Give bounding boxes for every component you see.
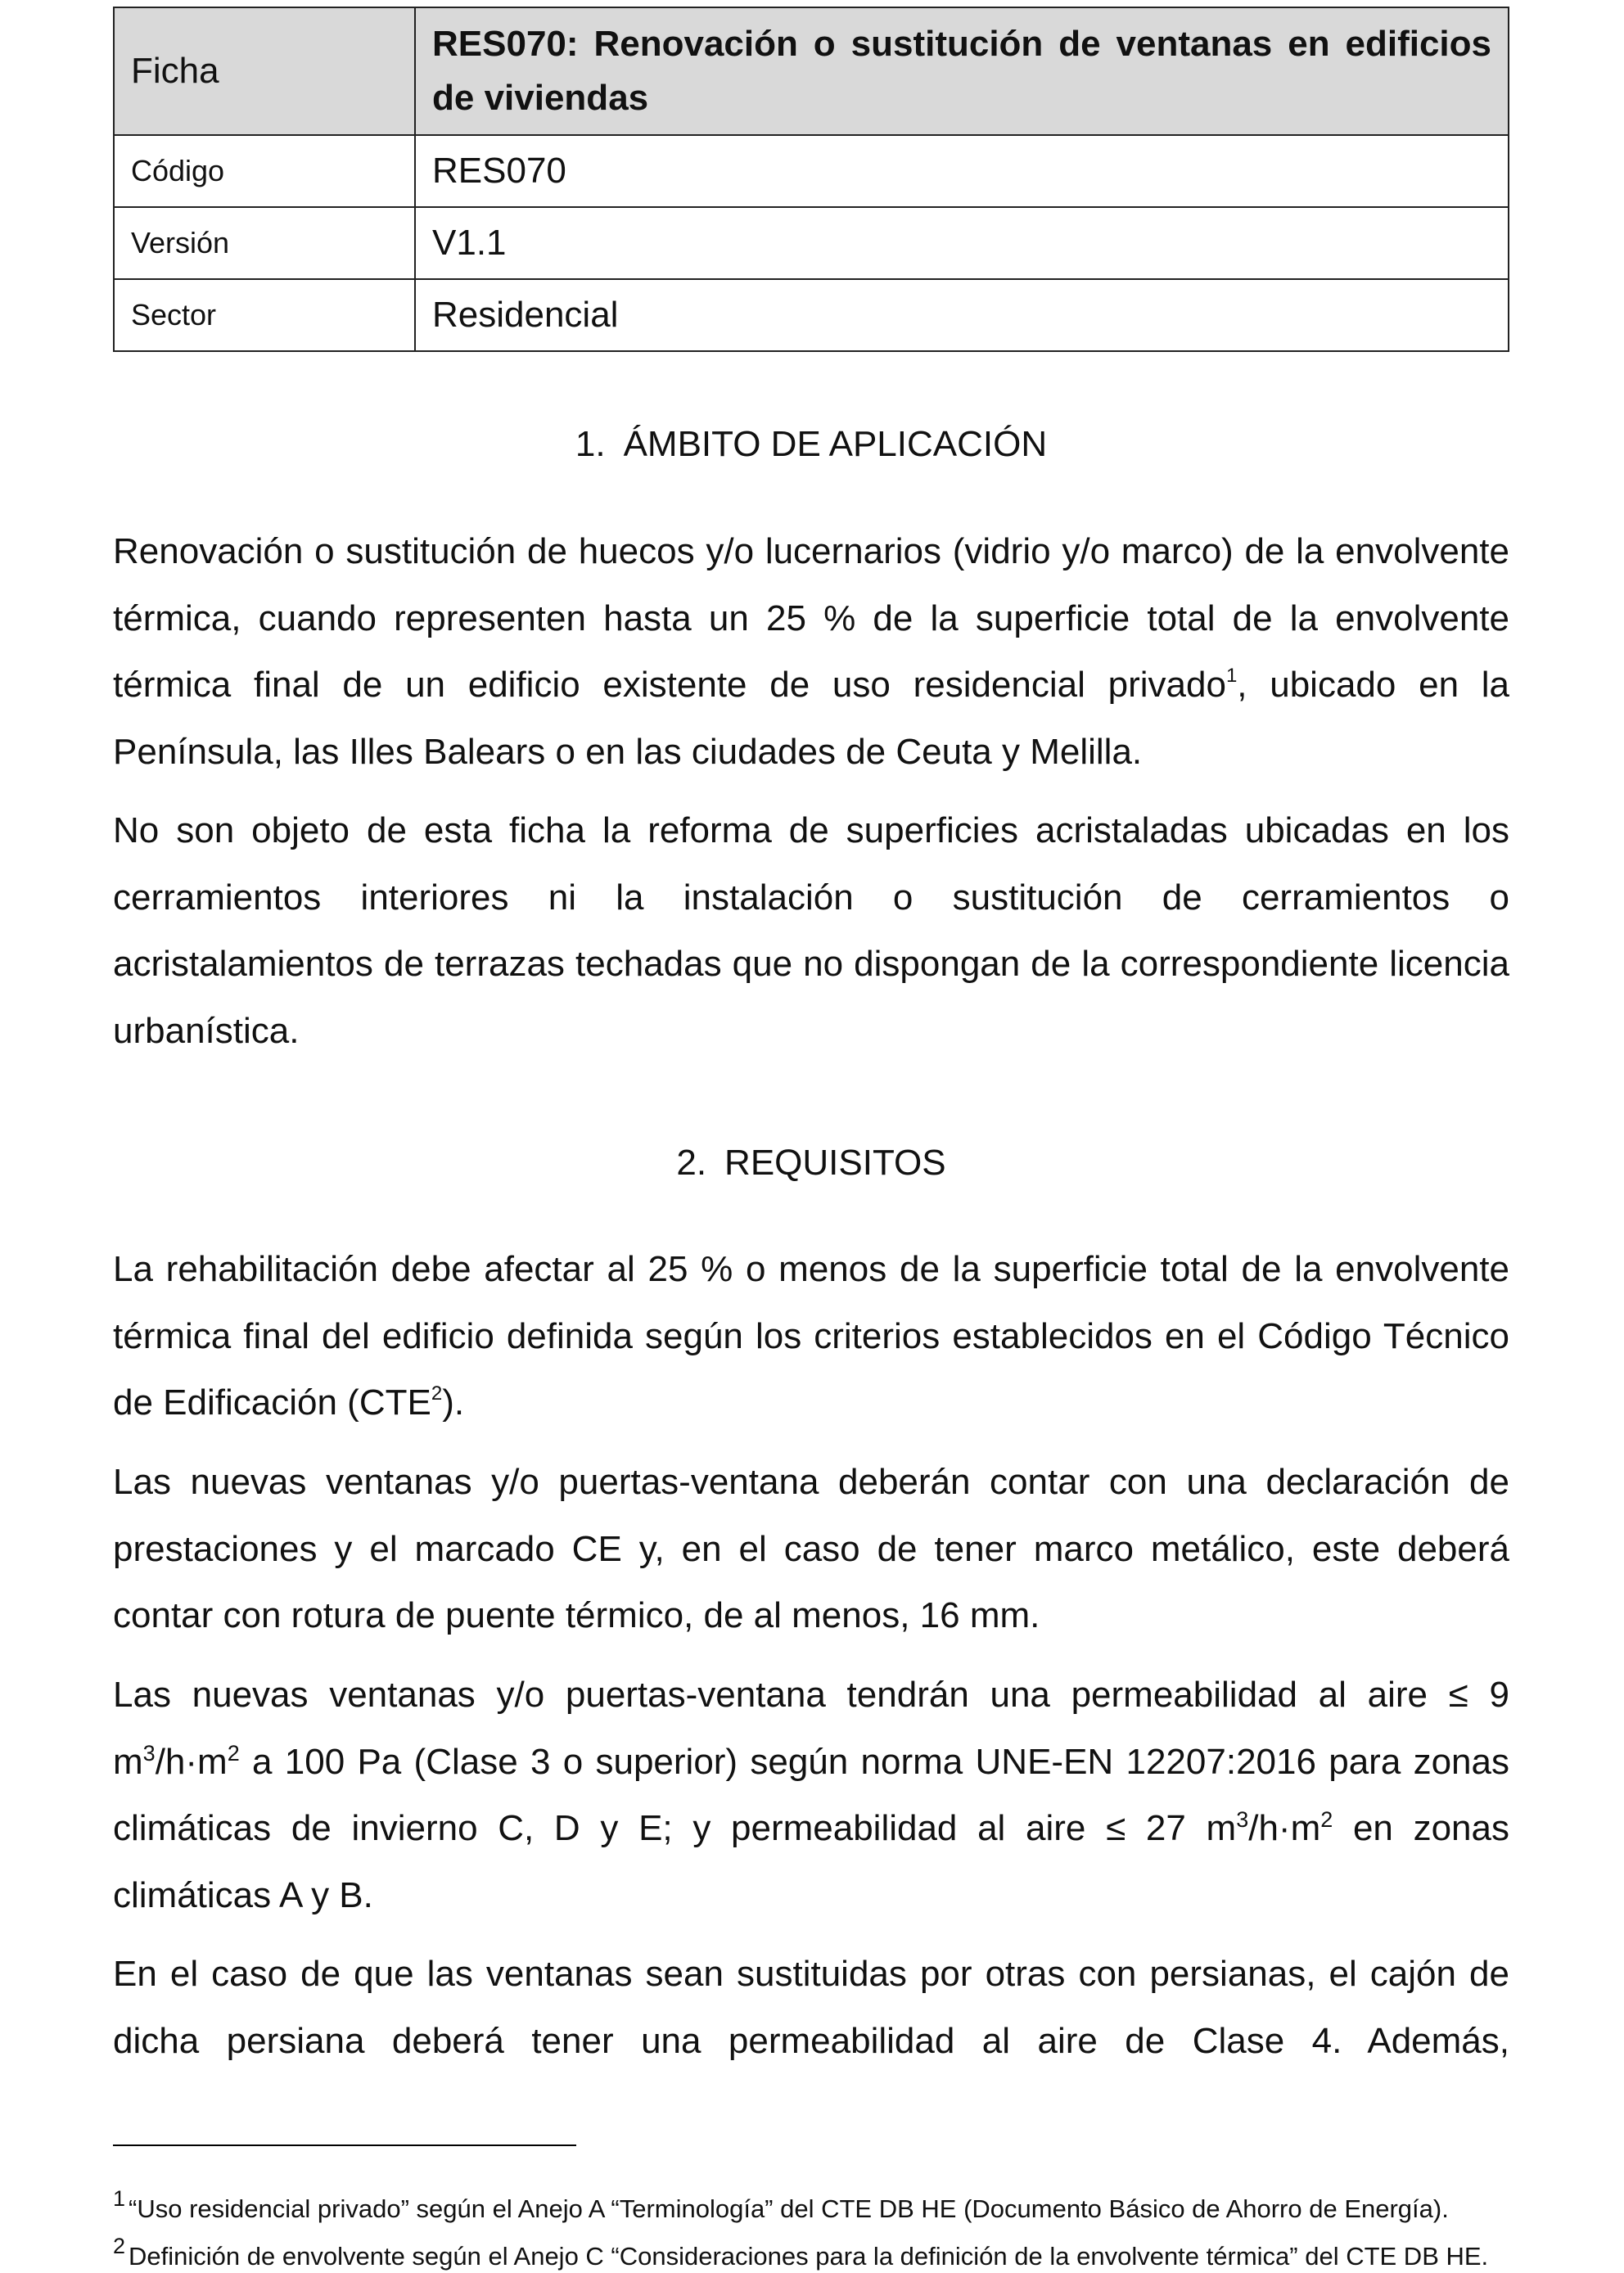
footnote-text: “Uso residencial privado” según el Anejo A “Terminología” del CTE DB HE (Documento Básico de Ahorro de Energía). — [129, 2194, 1449, 2223]
table-row — [114, 135, 1509, 207]
paragraph-text: Las nuevas ventanas y/o puertas-ventana tendrán una permeabilidad al aire ≤ 9 m — [113, 1675, 1509, 1782]
paragraph-text: La rehabilitación debe afectar al 25 % o menos de la superficie total de la envolvente térmica final del edificio definida según los criterios establecidos en el Código Técnico de Edificación (CTE — [113, 1249, 1509, 1423]
section-2-paragraph-3 — [113, 1662, 1509, 1928]
section-2-heading: 2. REQUISITOS — [676, 1143, 946, 1183]
superscript: 2 — [227, 1740, 240, 1766]
footnote-text: Definición de envolvente según el Anejo C “Consideraciones para la definición de la envolvente térmica” del CTE DB HE. — [129, 2242, 1489, 2271]
paragraph-text: /h·m — [155, 1741, 228, 1782]
footnote-divider — [113, 2144, 576, 2146]
section-1-heading: 1. ÁMBITO DE APLICACIÓN — [575, 424, 1048, 464]
ficha-label: Ficha — [114, 7, 415, 135]
section-2-paragraph-1 — [113, 1236, 1509, 1436]
footnote-ref-2: 2 — [431, 1382, 443, 1405]
paragraph-text: a 100 Pa (Clase 3 o superior) según norma UNE-EN 12207:2016 para zonas climáticas de invierno C, D y E; y permeabilidad al aire ≤ 27 m — [113, 1741, 1509, 1848]
footnote-number: 2 — [113, 2234, 126, 2258]
codigo-value: RES070 — [415, 135, 1509, 207]
paragraph-text: en zonas climáticas A y B. — [113, 1808, 1509, 1915]
paragraph-text: Renovación o sustitución de huecos y/o lucernarios (vidrio y/o marco) de la envolvente térmica, cuando representen hasta un 25 % de la superficie total de la envolvente térmica final de un edificio existente de uso residencial privado — [113, 531, 1509, 705]
section-1-paragraph-1 — [113, 518, 1509, 785]
paragraph-text-tail: , ubicado en la Península, las Illes Balears o en las ciudades de Ceuta y Melilla. — [113, 665, 1509, 772]
codigo-label: Código — [114, 135, 415, 207]
superscript: 2 — [1320, 1807, 1333, 1832]
paragraph-text: /h·m — [1248, 1808, 1321, 1848]
table-row — [114, 207, 1509, 279]
paragraph-text-tail: ). — [442, 1382, 465, 1423]
sector-value: Residencial — [415, 279, 1509, 351]
sector-label: Sector — [114, 279, 415, 351]
footnote-1 — [113, 2182, 1554, 2226]
version-value: V1.1 — [415, 207, 1509, 279]
table-row — [114, 279, 1509, 351]
ficha-title: RES070: Renovación o sustitución de ventanas en edificios de viviendas — [415, 7, 1509, 135]
footnote-number: 1 — [113, 2186, 126, 2211]
ficha-header-table — [113, 7, 1509, 352]
footnote-ref-1: 1 — [1225, 665, 1238, 687]
section-2-paragraph-2: Las nuevas ventanas y/o puertas-ventana deberán contar con una declaración de prestaciones y el marcado CE y, en el caso de tener marco metálico, este deberá contar con rotura de puente térmico, de al menos, 16 mm. — [113, 1462, 1509, 1635]
version-label: Versión — [114, 207, 415, 279]
section-2-paragraph-4: En el caso de que las ventanas sean sustituidas por otras con persianas, el cajón de dicha persiana deberá tener una permeabilidad al aire de Clase 4. Además, — [113, 1954, 1509, 2061]
superscript: 3 — [1236, 1807, 1249, 1832]
section-1-paragraph-2: No son objeto de esta ficha la reforma de superficies acristaladas ubicadas en los cerramientos interiores ni la instalación o sustitución de cerramientos o acristalamientos de terrazas techadas que no dispongan de la correspondiente licencia urbanística. — [113, 810, 1509, 1051]
table-row — [114, 7, 1509, 135]
footnote-2 — [113, 2230, 1554, 2273]
superscript: 3 — [142, 1740, 156, 1766]
